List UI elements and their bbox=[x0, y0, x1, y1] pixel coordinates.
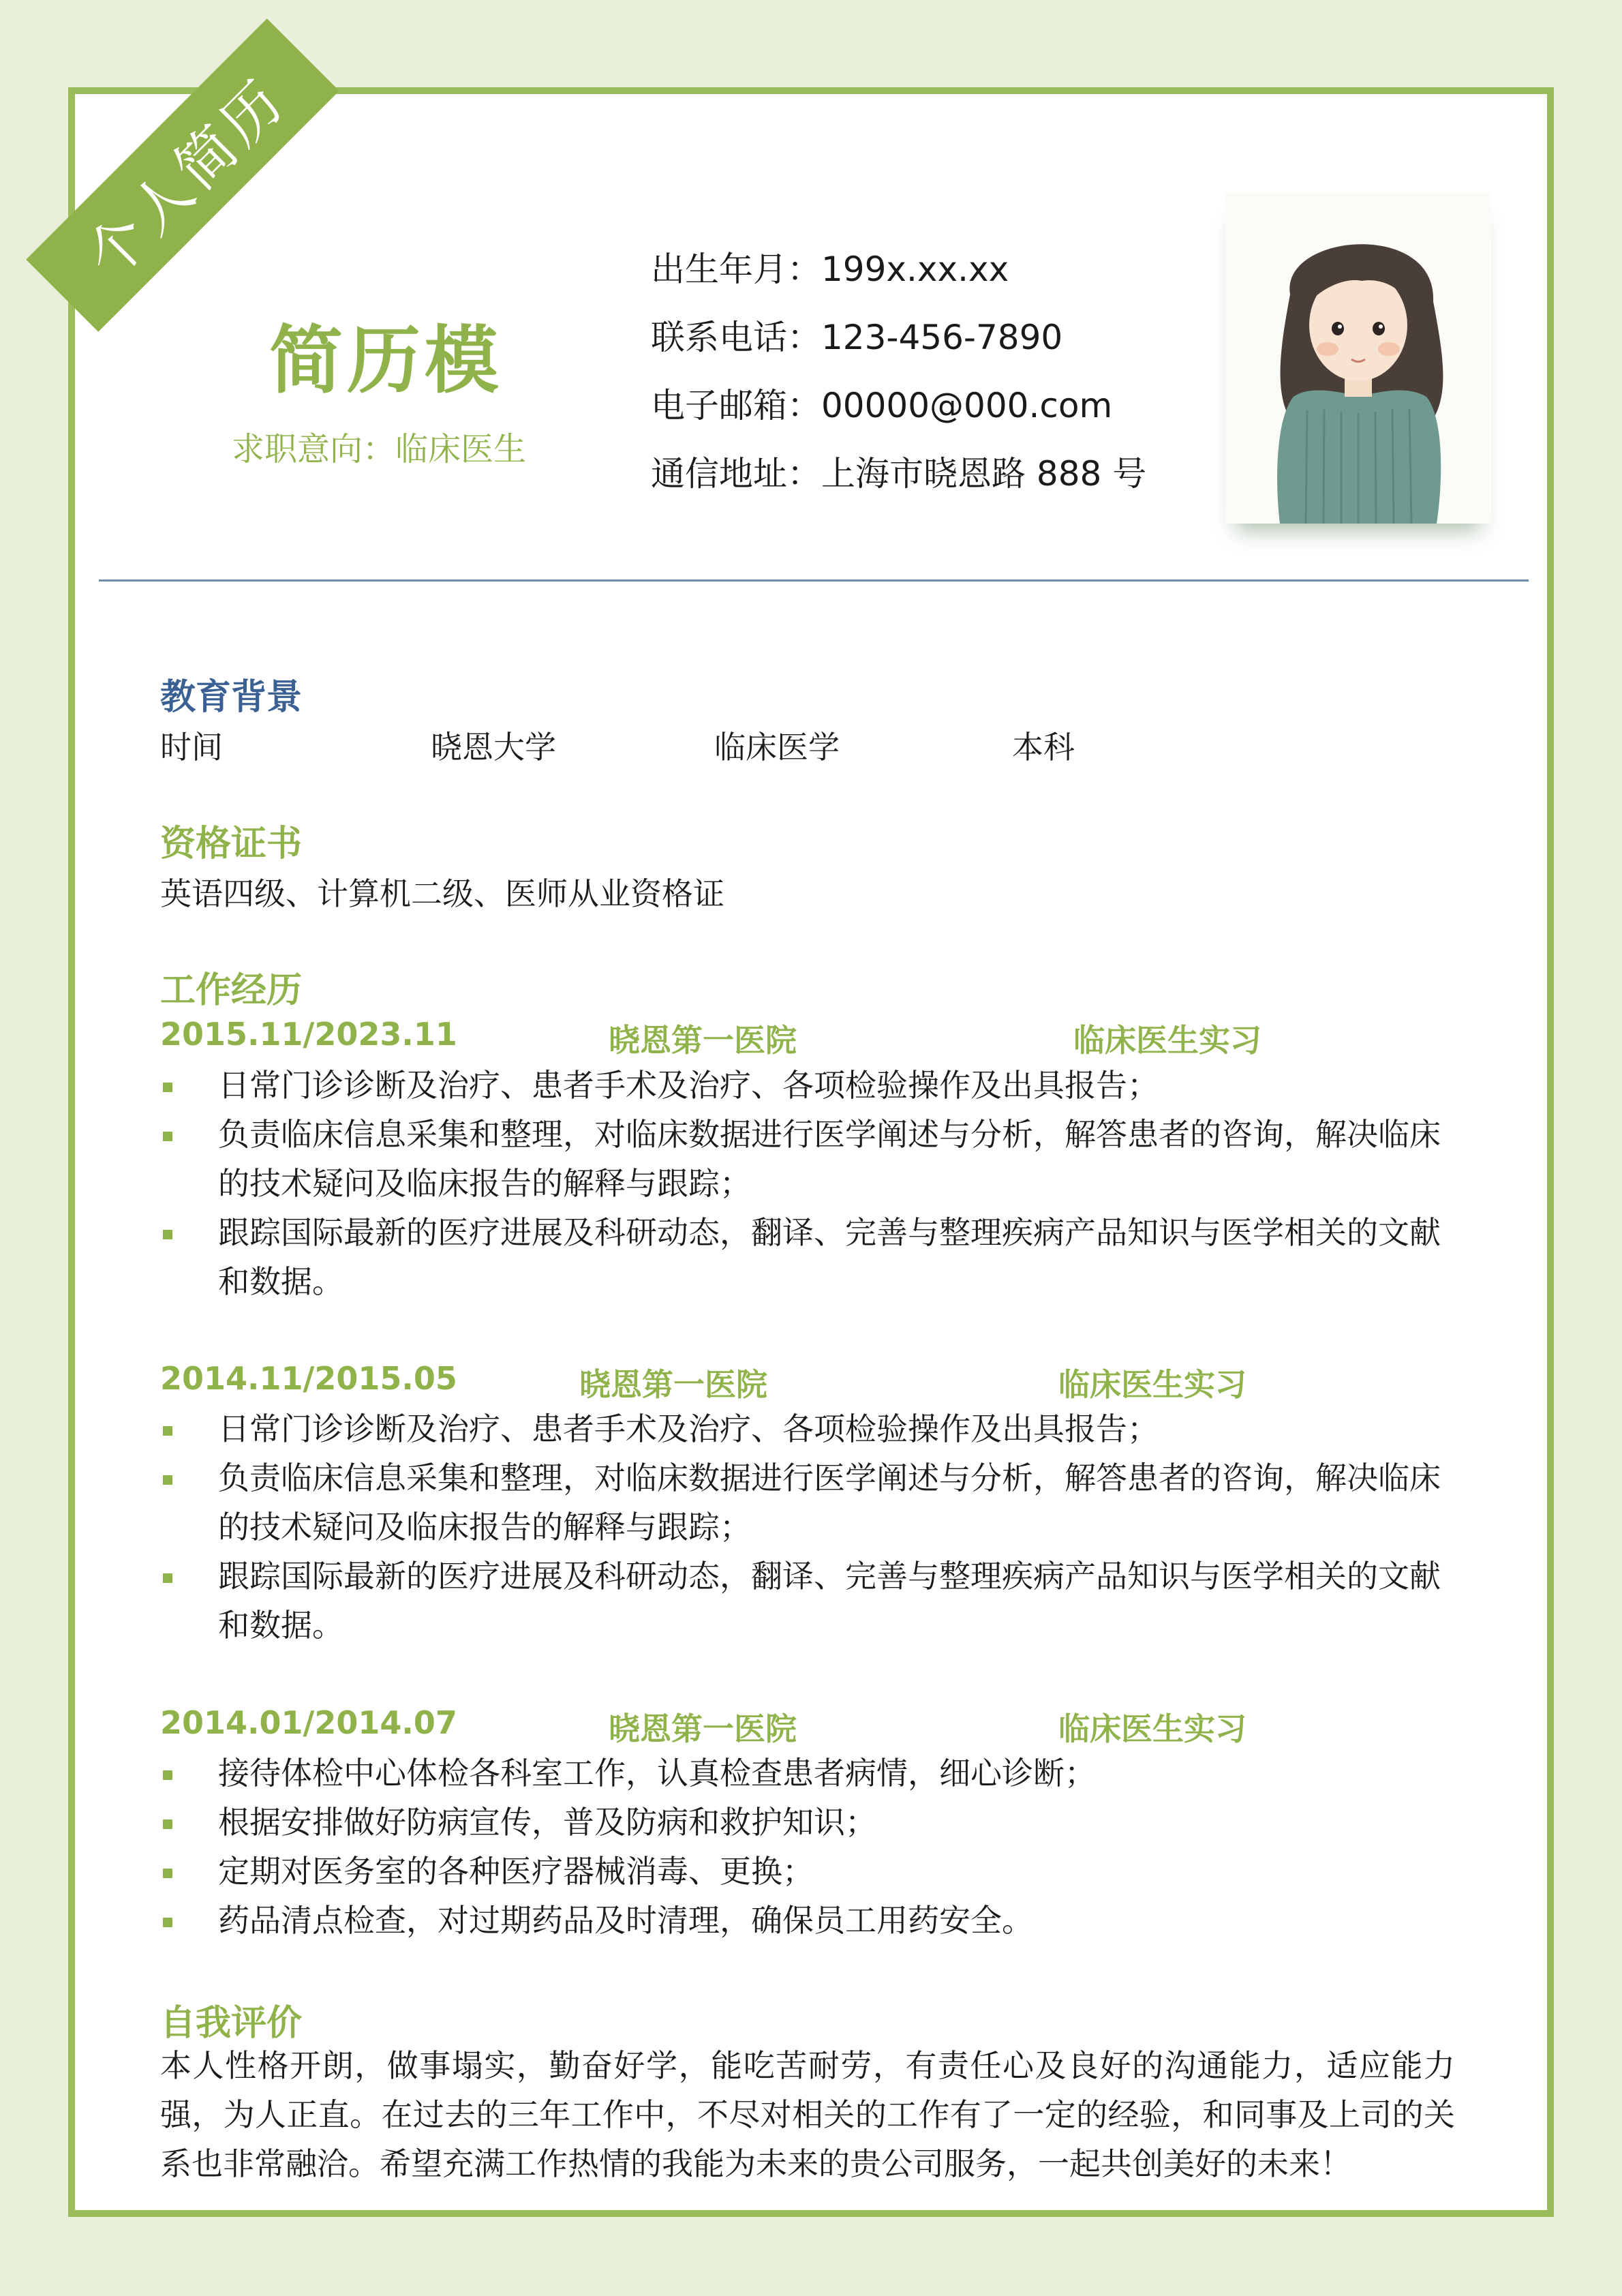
education-title: 教育背景 bbox=[160, 677, 303, 718]
duty-item: 跟踪国际最新的医疗进展及科研动态，翻译、完善与整理疾病产品知识与医学相关的文献和数据。 bbox=[160, 1552, 1455, 1650]
bullet-square-icon bbox=[163, 1083, 172, 1092]
education-degree: 本科 bbox=[1012, 729, 1075, 766]
bullet-square-icon bbox=[163, 1426, 172, 1436]
self-eval-title: 自我评价 bbox=[160, 2003, 303, 2044]
duty-item: 根据安排做好防病宣传，普及防病和救护知识； bbox=[160, 1798, 1455, 1847]
bullet-square-icon bbox=[163, 1819, 172, 1829]
contact-email: 电子邮箱：00000@000.com bbox=[651, 386, 1113, 425]
bullet-square-icon bbox=[163, 1132, 172, 1141]
contact-phone: 联系电话：123-456-7890 bbox=[651, 318, 1063, 357]
contact-address: 通信地址：上海市晓恩路 888 号 bbox=[651, 454, 1147, 494]
job-role: 临床医生实习 bbox=[1058, 1710, 1246, 1747]
duty-item: 日常门诊诊断及治疗、患者手术及治疗、各项检验操作及出具报告； bbox=[160, 1061, 1455, 1110]
job-hospital: 晓恩第一医院 bbox=[609, 1022, 797, 1059]
job-period: 2014.01/2014.07 bbox=[160, 1704, 457, 1741]
duty-item: 定期对医务室的各种医疗器械消毒、更换； bbox=[160, 1847, 1455, 1896]
duty-item: 日常门诊诊断及治疗、患者手术及治疗、各项检验操作及出具报告； bbox=[160, 1404, 1455, 1453]
contact-birth: 出生年月：199x.xx.xx bbox=[651, 250, 1009, 289]
duty-item: 负责临床信息采集和整理，对临床数据进行医学阐述与分析，解答患者的咨询，解决临床的技术疑问及临床报告的解释与跟踪； bbox=[160, 1110, 1455, 1208]
self-eval-text: 本人性格开朗，做事塌实，勤奋好学，能吃苦耐劳，有责任心及良好的沟通能力，适应能力强，为人正直。在过去的三年工作中，不尽对相关的工作有了一定的经验，和同事及上司的关系也非常融洽。希望充满工作热情的我能为未来的贵公司服务，一起共创美好的未来！ bbox=[160, 2047, 1455, 2182]
work-title: 工作经历 bbox=[160, 970, 303, 1011]
job-hospital: 晓恩第一医院 bbox=[609, 1710, 797, 1747]
header-divider bbox=[99, 579, 1529, 581]
education-time: 时间 bbox=[160, 729, 223, 766]
avatar-illustration bbox=[1225, 192, 1491, 524]
contact-info bbox=[651, 244, 1146, 517]
job-role: 临床医生实习 bbox=[1058, 1366, 1246, 1403]
job-hospital: 晓恩第一医院 bbox=[579, 1366, 767, 1403]
duty-item: 跟踪国际最新的医疗进展及科研动态，翻译、完善与整理疾病产品知识与医学相关的文献和数据。 bbox=[160, 1208, 1455, 1306]
job-role: 临床医生实习 bbox=[1073, 1022, 1261, 1059]
education-major: 临床医学 bbox=[714, 729, 840, 766]
bullet-square-icon bbox=[163, 1770, 172, 1780]
job-period: 2015.11/2023.11 bbox=[160, 1016, 457, 1053]
job-duties bbox=[160, 1061, 1455, 1306]
duty-item: 接待体检中心体检各科室工作，认真检查患者病情，细心诊断； bbox=[160, 1749, 1455, 1798]
job-duties bbox=[160, 1749, 1455, 1945]
job-period: 2014.11/2015.05 bbox=[160, 1360, 457, 1397]
job-duties bbox=[160, 1404, 1455, 1650]
certificates-title: 资格证书 bbox=[160, 824, 303, 864]
certificates-text: 英语四级、计算机二级、医师从业资格证 bbox=[160, 875, 724, 912]
duty-item: 负责临床信息采集和整理，对临床数据进行医学阐述与分析，解答患者的咨询，解决临床的技术疑问及临床报告的解释与跟踪； bbox=[160, 1453, 1455, 1552]
bullet-square-icon bbox=[163, 1918, 172, 1927]
education-school: 晓恩大学 bbox=[431, 729, 556, 766]
candidate-name: 简历模 bbox=[269, 318, 503, 404]
ribbon-label: 个人简历 bbox=[74, 66, 300, 292]
bullet-square-icon bbox=[163, 1230, 172, 1239]
bullet-square-icon bbox=[163, 1869, 172, 1878]
duty-item: 药品清点检查，对过期药品及时清理，确保员工用药安全。 bbox=[160, 1896, 1455, 1945]
bullet-square-icon bbox=[163, 1573, 172, 1583]
job-objective: 求职意向：临床医生 bbox=[232, 430, 527, 468]
bullet-square-icon bbox=[163, 1475, 172, 1485]
profile-photo bbox=[1225, 192, 1491, 524]
